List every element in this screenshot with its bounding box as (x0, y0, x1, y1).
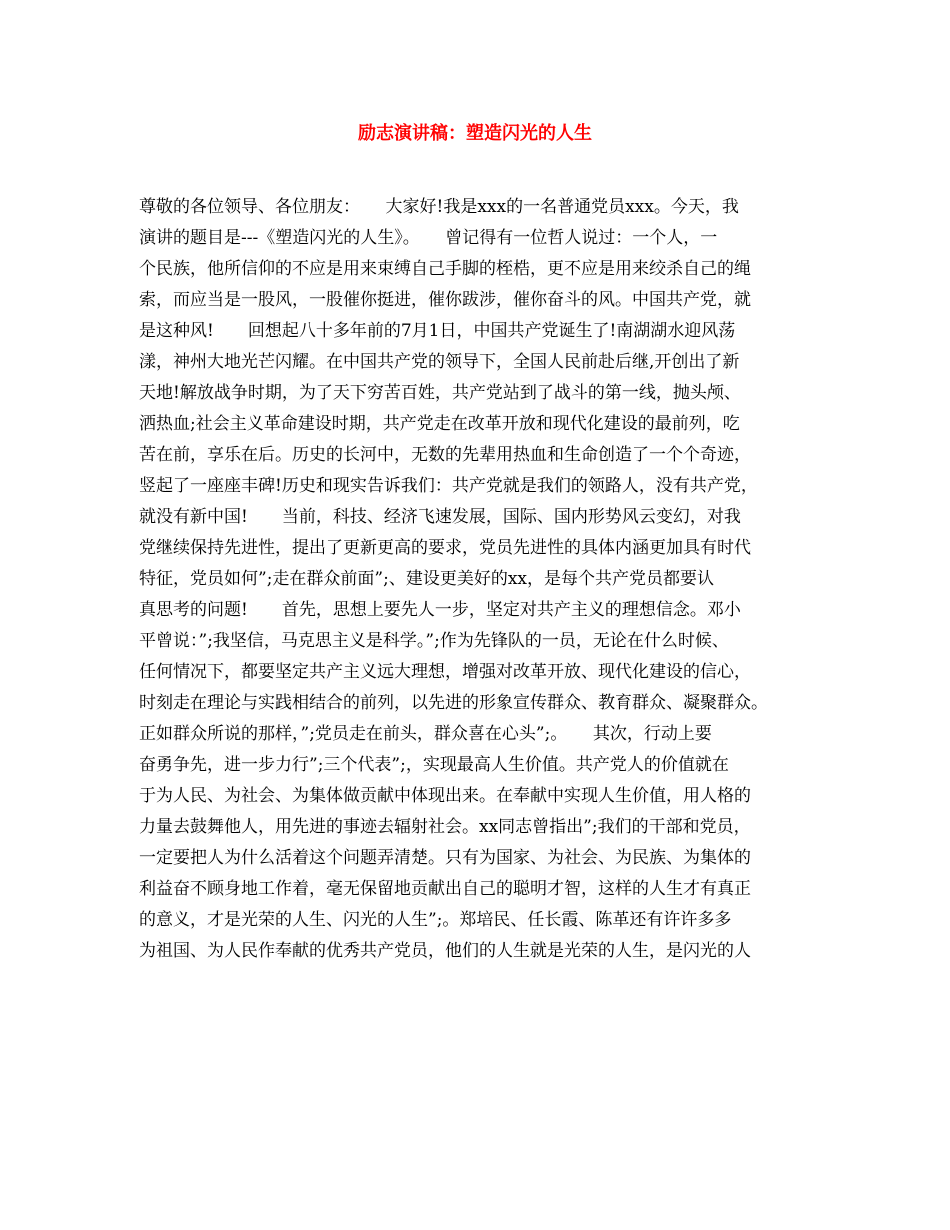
body-line: 尊敬的各位领导、各位朋友： 大家好!我是xxx的一名普通党员xxx。今天，我 (139, 197, 739, 217)
body-line: 党继续保持先进性，提出了更新更高的要求，党员先进性的具体内涵更加具有时代 (139, 538, 751, 558)
body-line: 洒热血;社会主义革命建设时期，共产党走在改革开放和现代化建设的最前列，吃 (139, 414, 740, 434)
body-line: 是这种风! 回想起八十多年前的7月1日，中国共产党诞生了!南湖湖水迎风荡 (139, 321, 736, 341)
body-line: 力量去鼓舞他人，用先进的事迹去辐射社会。xx同志曾指出”;我们的干部和党员， (139, 817, 751, 837)
body-line: 于为人民、为社会、为集体做贡献中体现出来。在奉献中实现人生价值，用人格的 (139, 786, 751, 806)
body-line: 特征，党员如何”;走在群众前面”;、建设更美好的xx，是每个共产党员都要认 (139, 569, 715, 589)
body-line: 竖起了一座座丰碑!历史和现实告诉我们：共产党就是我们的领路人，没有共产党， (139, 476, 758, 496)
body-line: 就没有新中国! 当前，科技、经济飞速发展，国际、国内形势风云变幻，对我 (139, 507, 741, 527)
body-line: 奋勇争先，进一步力行”;三个代表”;，实现最高人生价值。共产党人的价值就在 (139, 755, 729, 775)
body-line: 索，而应当是一股风，一股催你挺进，催你跋涉，催你奋斗的风。中国共产党，就 (139, 290, 751, 310)
body-line: 正如群众所说的那样，”;党员走在前头，群众喜在心头”;。 其次，行动上要 (139, 724, 712, 744)
body-line: 演讲的题目是---《塑造闪光的人生》。 曾记得有一位哲人说过：一个人，一 (139, 228, 718, 248)
body-line: 天地!解放战争时期，为了天下穷苦百姓，共产党站到了战斗的第一线，抛头颅、 (139, 383, 741, 403)
body-line: 苦在前，享乐在后。历史的长河中，无数的先辈用热血和生命创造了一个个奇迹， (139, 445, 751, 465)
body-line: 平曾说：”;我坚信，马克思主义是科学。”;作为先锋队的一员，无论在什么时候、 (139, 631, 729, 651)
body-line: 时刻走在理论与实践相结合的前列，以先进的形象宣传群众、教育群众、凝聚群众。 (139, 693, 768, 713)
body-line: 的意义，才是光荣的人生、闪光的人生”;。郑培民、任长霞、陈革还有许许多多 (139, 910, 732, 930)
body-line: 任何情况下，都要坚定共产主义远大理想，增强对改革开放、现代化建设的信心， (139, 662, 751, 682)
document-title: 励志演讲稿：塑造闪光的人生 (358, 123, 592, 144)
body-line: 个民族，他所信仰的不应是用来束缚自己手脚的桎梏，更不应是用来绞杀自己的绳 (139, 259, 751, 279)
body-line: 漾，神州大地光芒闪耀。在中国共产党的领导下，全国人民前赴后继,开创出了新 (139, 352, 740, 372)
body-line: 一定要把人为什么活着这个问题弄清楚。只有为国家、为社会、为民族、为集体的 (139, 848, 751, 868)
body-line: 利益奋不顾身地工作着，毫无保留地贡献出自己的聪明才智，这样的人生才有真正 (139, 879, 751, 899)
document-body (139, 192, 839, 967)
body-line: 为祖国、为人民作奉献的优秀共产党员，他们的人生就是光荣的人生，是闪光的人 (139, 941, 751, 961)
body-line: 真思考的问题! 首先，思想上要先人一步，坚定对共产主义的理想信念。邓小 (139, 600, 741, 620)
